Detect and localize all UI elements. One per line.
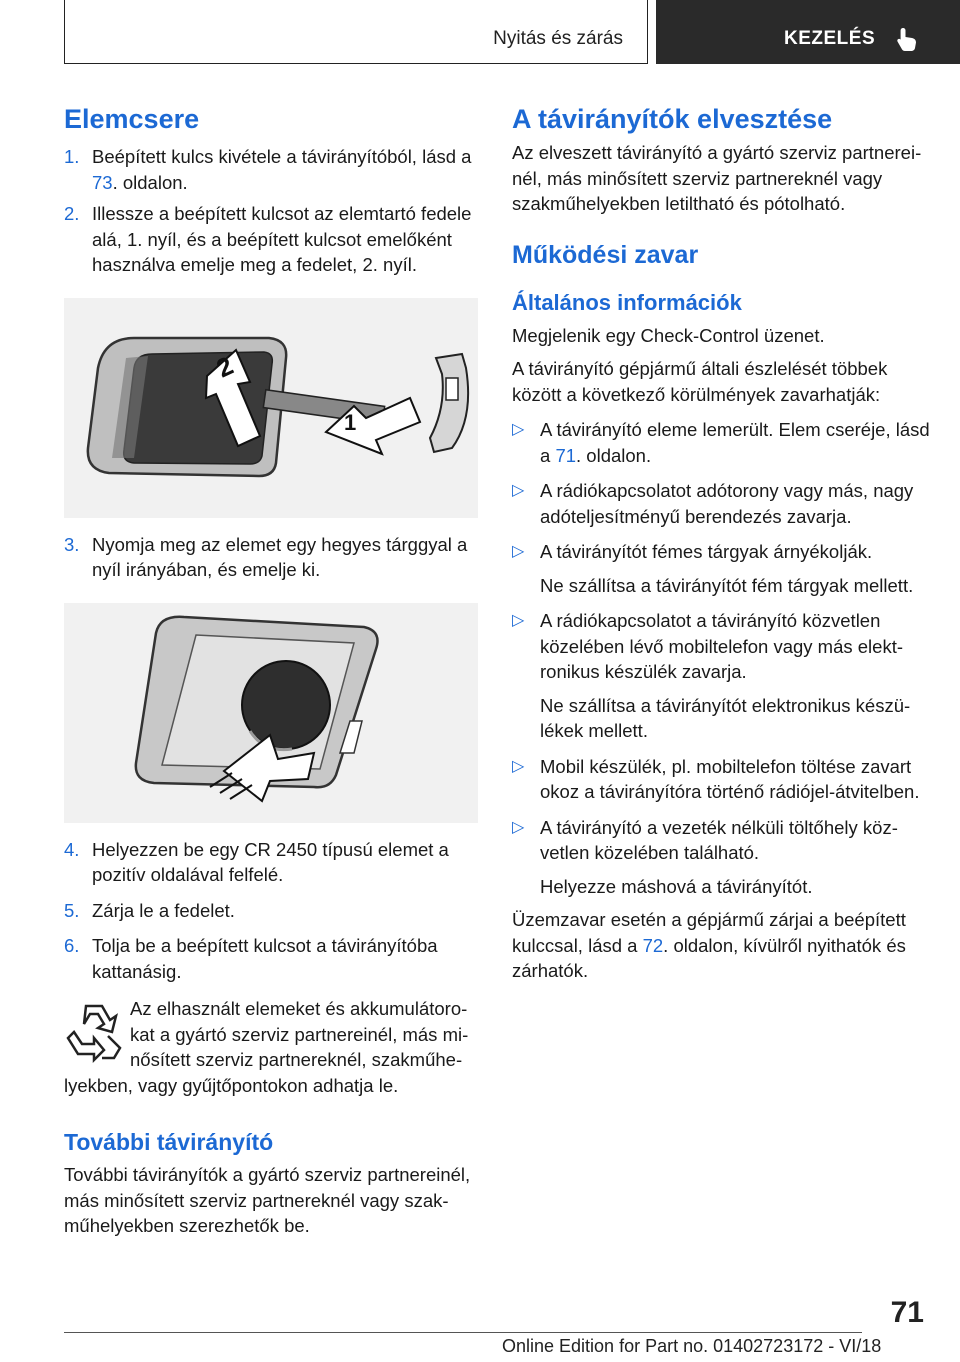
bullet-item: ▷ A távirányító a vezeték nélküli töltőhely közvetlen közelében található.	[512, 816, 898, 863]
bullet-note: Ne szállítsa a távirányítót elektronikus készülékek mellett.	[540, 694, 911, 741]
heading-additional-remote: További távirányító	[64, 1129, 274, 1155]
recycle-icon	[64, 996, 124, 1066]
bullet-triangle-icon: ▷	[512, 612, 525, 629]
figure-arrow-label-1: 1	[344, 409, 357, 435]
bullet-item: ▷ A rádiókapcsolatot a távirányító közvetlen közelében lévő mobiltelefon vagy más elektronikus készülék zavarja.	[512, 610, 904, 682]
left-column	[64, 100, 478, 1239]
additional-remote-text: További távirányítók a gyártó szerviz partnereinél, más minősített szerviz partnereknél vagy szakműhelyekben szerezhetők be.	[64, 1164, 471, 1236]
bullet-triangle-icon: ▷	[512, 757, 525, 775]
heading-malfunction: Működési zavar	[512, 240, 699, 269]
bullet-triangle-icon: ▷	[512, 543, 525, 560]
bullet-item: ▷ A távirányító eleme lemerült. Elem cseréje, lásd a 71. oldalon.	[512, 419, 930, 466]
bullet-note: Helyezze máshová a távirányítót.	[540, 875, 813, 897]
footer-divider	[64, 1332, 862, 1333]
bullet-triangle-icon: ▷	[512, 421, 525, 438]
hand-pointer-icon	[894, 26, 920, 52]
step-5: 5. Zárja le a fedelet.	[64, 899, 235, 921]
figure-key-cover-removal	[64, 298, 478, 518]
header-chapter-tab	[656, 0, 960, 64]
step-3: 3. Nyomja meg az elemet egy hegyes tárggyal a nyíl irányában, és emelje ki.	[64, 533, 468, 580]
bullet-triangle-icon: ▷	[512, 818, 525, 836]
bullet-item: ▷ A távirányítót fémes tárgyak árnyékolják.	[512, 539, 930, 565]
step-6: 6. Tolja be a beépített kulcsot a távirányítóba kattanásig.	[64, 935, 438, 982]
heading-battery-replacement: Elemcsere	[64, 104, 200, 134]
step-1: 1. Beépített kulcs kivétele a távirányítóból, lásd a 73. oldalon.	[64, 146, 472, 193]
step-2: 2. Illessze a beépített kulcsot az elemtartó fedele alá, 1. nyíl, és a beépített kulcsot emelőként használva emelje meg a fedelet, 2. nyíl.	[64, 203, 472, 275]
header-chapter-label: KEZELÉS	[784, 28, 876, 49]
header-section-box	[64, 0, 648, 64]
bullet-item: ▷ A rádiókapcsolatot adótorony vagy más, nagy adóteljesítményű berendezés zavarja.	[512, 480, 914, 527]
lost-remote-text: Az elveszett távirányító a gyártó szerviz partnereinél, más minősített szerviz partnereknél vagy szakműhelyekben letiltható és pótolható.	[512, 142, 922, 214]
page-link-71[interactable]: 71	[555, 444, 577, 466]
footer-edition: Online Edition for Part no. 01402723172 - VI/18	[502, 1336, 882, 1356]
bullet-triangle-icon: ▷	[512, 482, 525, 499]
closing-text: Üzemzavar esetén a gépjármű zárjai a beépített kulccsal, lásd a 72. oldalon, kívülről nyithatók és zárhatók.	[512, 909, 906, 981]
heading-general-info: Általános információk	[512, 289, 742, 315]
bullet-note: Ne szállítsa a távirányítót fém tárgyak mellett.	[540, 574, 914, 596]
step-4: 4. Helyezzen be egy CR 2450 típusú elemet a pozitív oldalával felfelé.	[64, 838, 449, 885]
bullet-item: ▷ Mobil készülék, pl. mobiltelefon töltése zavart okoz a távirányítóra történő rádiójel-átvitelben.	[512, 755, 920, 802]
figure-battery-removal	[64, 603, 478, 823]
page-link-72[interactable]: 72	[642, 934, 664, 956]
header-section-title: Nyitás és zárás	[493, 28, 623, 49]
figure-arrow-label-2: 2	[211, 349, 238, 383]
check-control-text: Megjelenik egy Check-Control üzenet.	[512, 324, 825, 346]
recycling-note: Az elhasznált elemeket és akkumulátorokat a gyártó szerviz partnereinél, más minősített szerviz partnereknél, szakműhelyekben, vagy gyűjtőpontokon adhatja le.	[64, 998, 469, 1096]
right-column	[512, 100, 930, 984]
heading-lost-remote: A távirányítók elvesztése	[512, 104, 833, 134]
interference-intro: A távirányító gépjármű általi észlelését többek között a következő körülmények zavarhatják:	[512, 358, 888, 405]
page-link-73[interactable]: 73	[92, 171, 113, 193]
page-number: 71	[890, 1296, 924, 1329]
